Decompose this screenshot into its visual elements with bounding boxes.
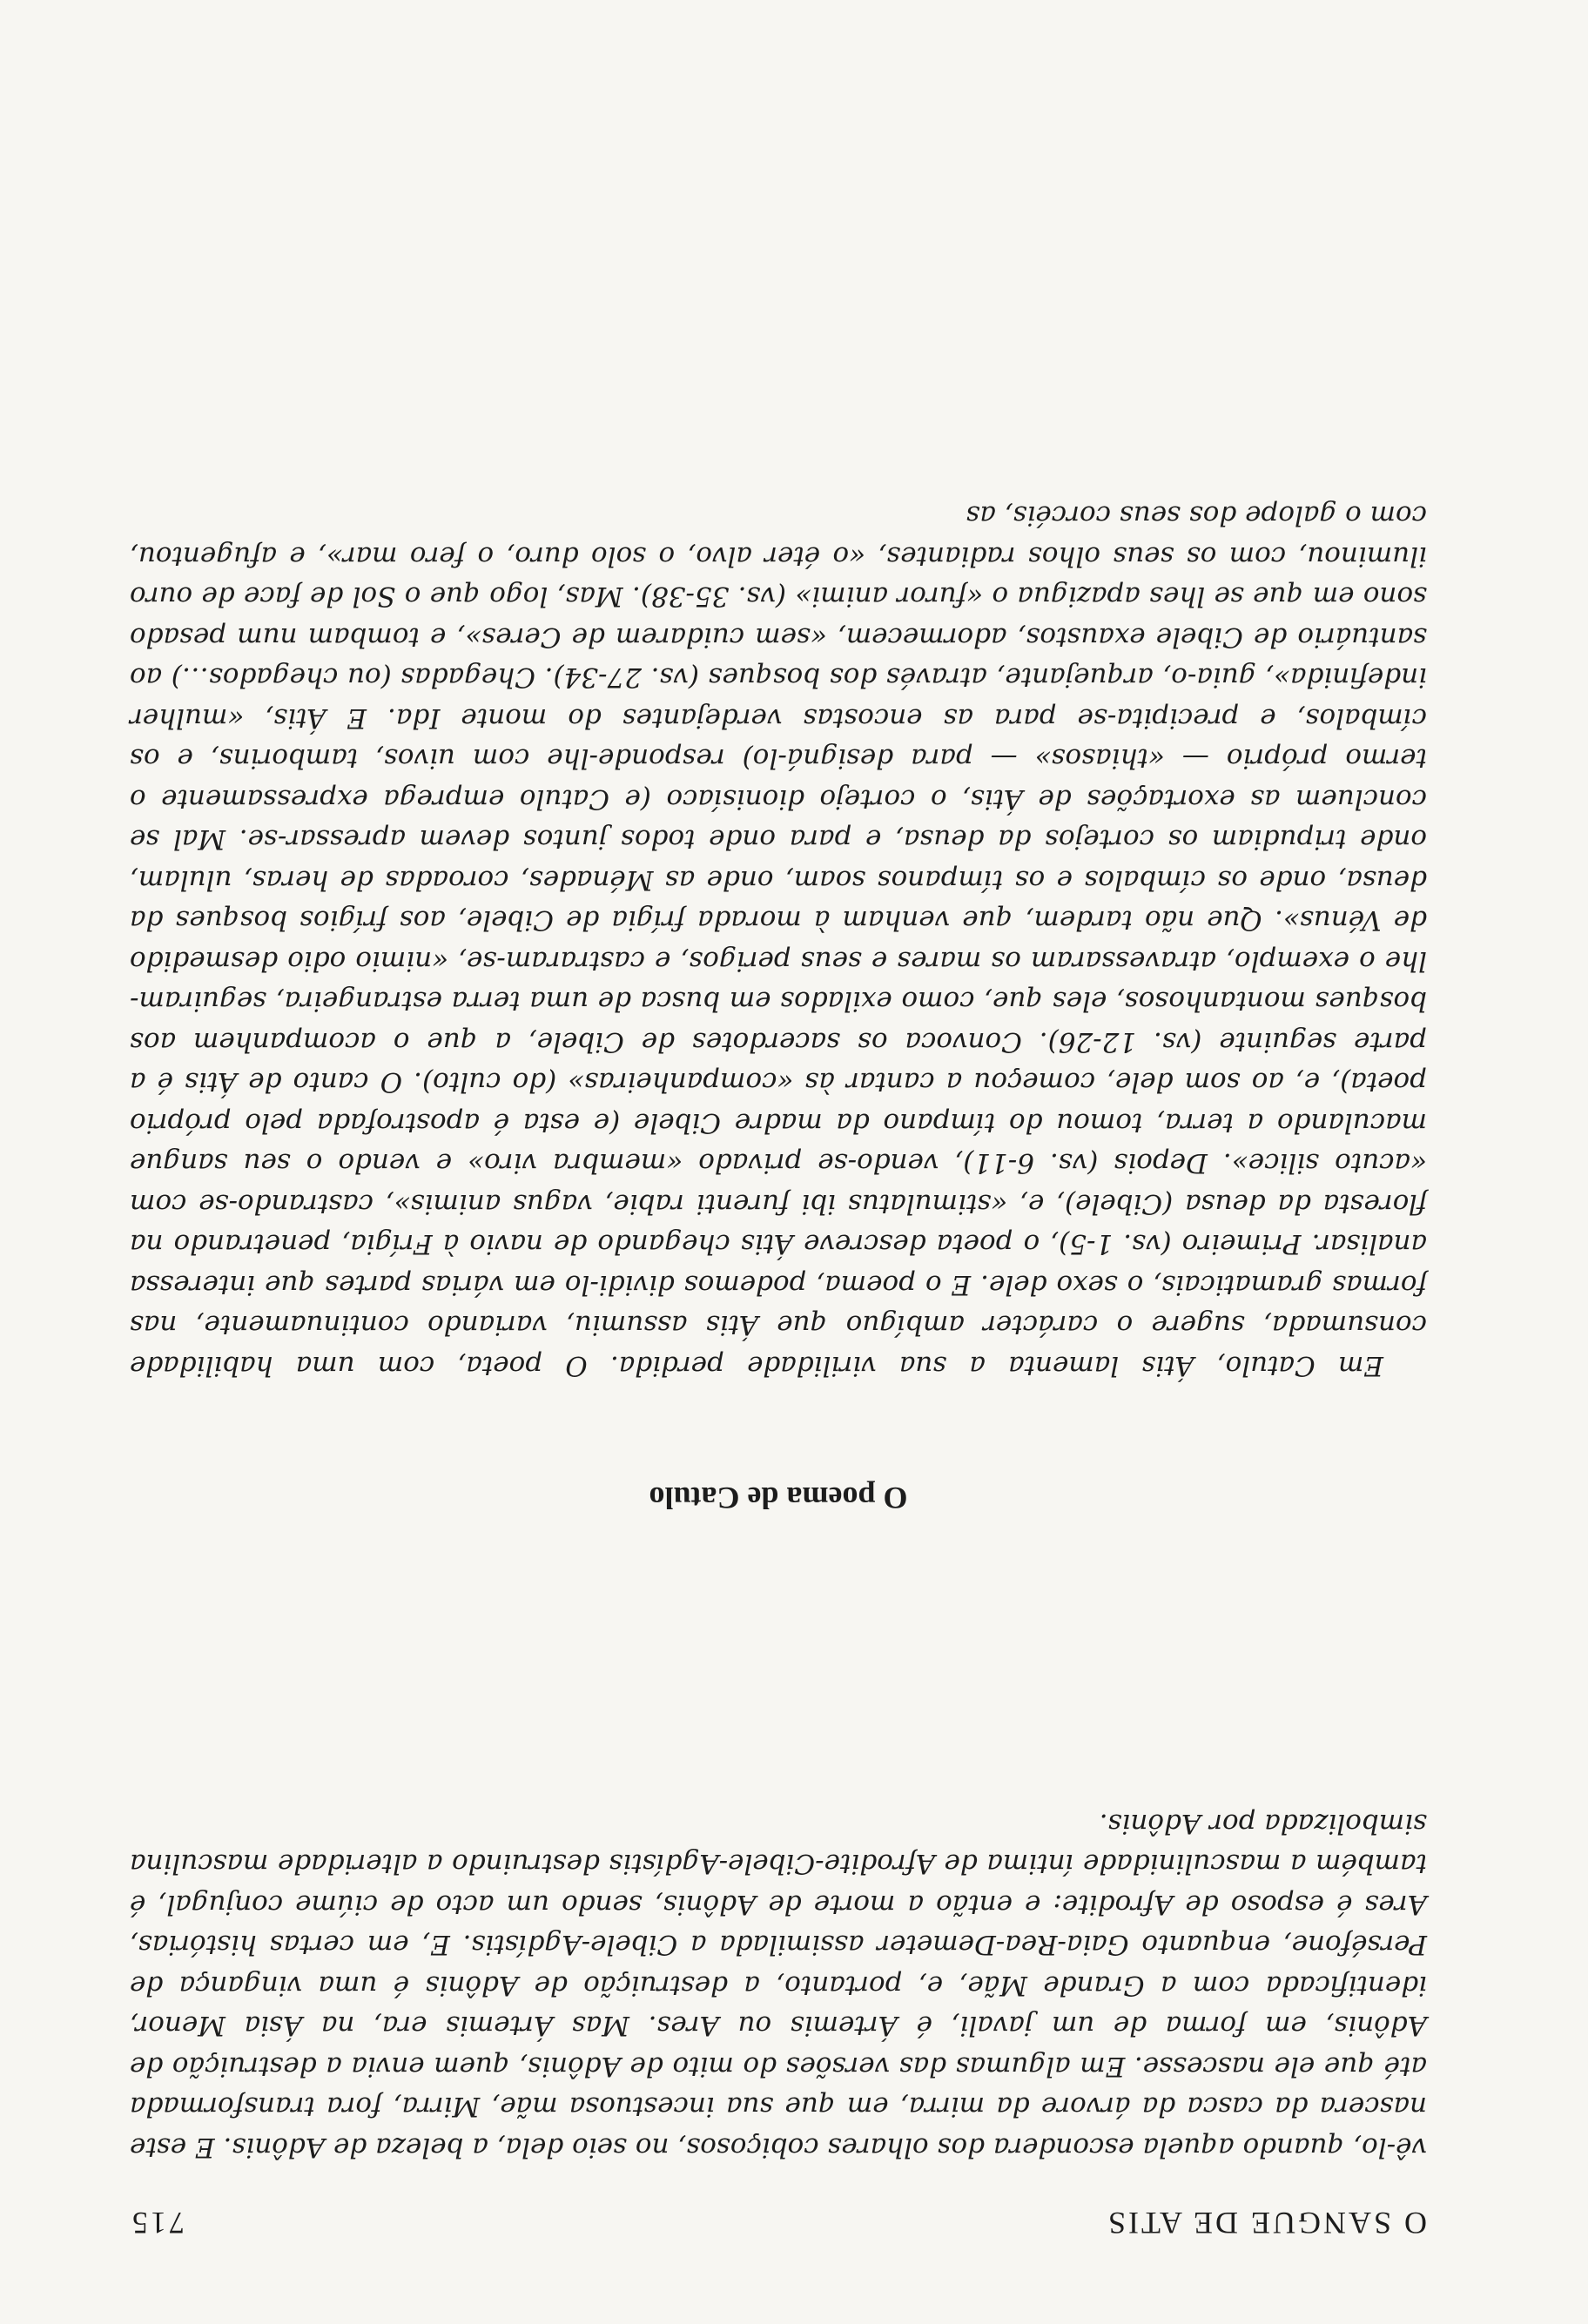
running-title: O SANGUE DE ATIS [1105,2206,1427,2240]
paragraph-adonis: vê-lo, quando aquela escondera dos olhares cobiçosos, no seio dela, a beleza de Adônis. E este nascera da casca da árvore da mirra, em que sua incestuosa mãe, Mirra, fora transformada até que ele nascesse. Em algumas das versões do mito de Adônis, quem envia a destruição de Adônis, em forma de um javali, é Ártemis ou Ares. Mas Ártemis era, na Ásia Menor, identificada com a Grande Mãe, e, portanto, a destruição de Adônis é uma vingança de Perséfone, enquanto Gaia-Rea-Demeter assimilada a Cibele-Agdístis. E, em certas histórias, Ares é esposo de Afrodite: e então a morte de Adônis, sendo um acto de ciúme conjugal, é também a masculinidade íntima de Afrodite-Cibele-Agdístis destruindo a alteridade masculina simbolizada por Adônis. [130,1808,1427,2163]
running-header [130,2205,1427,2241]
page-number: 715 [130,2206,185,2240]
paragraph-catulo: Em Catulo, Átis lamenta a sua virilidade perdida. O poeta, com uma habilidade consumada, sugere o carácter ambíguo que Átis assumiu, variando continuamente, nas formas gramaticais, o sexo dele. E o poema, podemos dividi-lo em várias partes que interessa analisar. Primeiro (vs. 1-5), o poeta descreve Átis chegando de navio à Frígia, penetrando na floresta da deusa (Cibele), e, «stimulatus ibi furenti rabie, vagus animis», castrando-se com «acuto silice». Depois (vs. 6-11), vendo-se privado «membra viro» e vendo o seu sangue maculando a terra, tomou do tímpano da madre Cibele (e esta é apostrofada pelo próprio poeta), e, ao som dele, começou a cantar às «companheiras» (do culto). O canto de Átis é a parte seguinte (vs. 12-26). Convoca os sacerdotes de Cibele, a que o acompanhem aos bosques montanhosos, eles que, como exilados em busca de uma terra estrangeira, seguiram-lhe o exemplo, atravessaram os mares e seus perigos, e castraram-se, «nimio odio desmedido de Vénus». Que não tardem, que venham à morada frígia de Cibele, aos frígios bosques da deusa, onde os címbalos e os tímpanos soam, onde as Ménades, coroadas de heras, ululam, onde tripudiam os cortejos da deusa, e para onde todos juntos devem apressar-se. Mal se concluem as exortações de Átis, o cortejo dionisíaco (e Catulo emprega expressamente o termo próprio — «thiasos» — para designá-lo) responde-lhe com uivos, tamborins, e os címbalos, e precipita-se para as encostas verdejantes do monte Ida. E Átis, «mulher indefinida», guia-o, arquejante, através dos bosques (vs. 27-34). Chegadas (ou chegados…) ao santuário de Cibele exaustos, adormecem, «sem cuidarem de Ceres», e tombam num pesado sono em que se lhes apazigua o «furor animi» (vs. 35-38). Mas, logo que o Sol de face de ouro iluminou, com os seus olhos radiantes, «o éter alvo, o solo duro, o fero mar», e afugentou, com o galope dos seus corcéis, as [130,500,1427,1381]
section-title: O poema de Catulo [649,1481,908,1515]
